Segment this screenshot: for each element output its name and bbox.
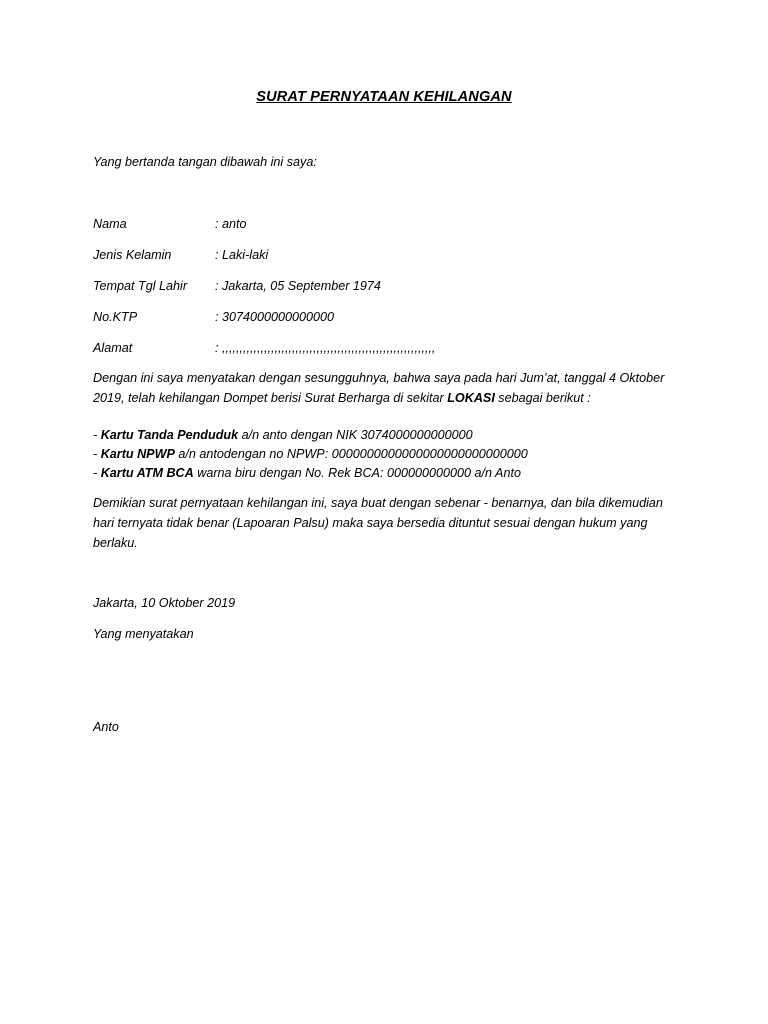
item-detail: warna biru dengan No. Rek BCA: 000000000000 a/n Anto — [193, 466, 521, 480]
statement-location: LOKASI — [447, 390, 495, 405]
identity-value: : Jakarta, 05 September 1974 — [215, 279, 381, 293]
identity-label: No.KTP — [93, 310, 138, 324]
identity-value: : 3074000000000000 — [215, 310, 335, 324]
statement-text-2: sebagai berikut : — [494, 390, 591, 405]
identity-value: : Laki-laki — [215, 248, 269, 262]
item-name: Kartu NPWP — [100, 447, 175, 461]
identity-value: : ,,,,,,,,,,,,,,,,,,,,,,,,,,,,,,,,,,,,,,,,,,,,,,,,,,,,,,,,,,,,, — [215, 341, 436, 355]
intro-text: Yang bertanda tangan dibawah ini saya: — [93, 155, 317, 169]
signatory-name: Anto — [93, 720, 119, 734]
item-name: Kartu Tanda Penduduk — [100, 428, 239, 442]
item-name: Kartu ATM BCA — [100, 466, 194, 480]
lost-item — [93, 464, 521, 483]
closing-paragraph: Demikian surat pernyataan kehilangan ini, saya buat dengan sebenar - benarnya, dan bila dikemudian hari ternyata tidak benar (Lapoaran Palsu) maka saya bersedia dituntut sesuai dengan hukum yang berlaku. — [93, 496, 663, 550]
place-date: Jakarta, 10 Oktober 2019 — [93, 596, 236, 610]
identity-label: Nama — [93, 217, 127, 231]
item-detail: a/n anto dengan NIK 3074000000000000 — [238, 428, 473, 442]
item-prefix: - — [93, 447, 101, 461]
identity-label: Jenis Kelamin — [93, 248, 172, 262]
signatory-label: Yang menyatakan — [93, 627, 194, 641]
identity-label: Tempat Tgl Lahir — [93, 279, 188, 293]
identity-label: Alamat — [93, 341, 133, 355]
item-prefix: - — [93, 428, 101, 442]
lost-item — [93, 445, 528, 464]
statement-paragraph — [93, 369, 673, 408]
statement-text-1: Dengan ini saya menyatakan dengan sesungguhnya, bahwa saya pada hari Jum’at, tanggal 4 Oktober 2019, telah kehilangan Dompet berisi Surat Berharga di sekitar — [93, 371, 665, 405]
document-title: SURAT PERNYATAAN KEHILANGAN — [256, 89, 512, 105]
lost-item — [93, 426, 473, 445]
identity-value: : anto — [215, 217, 247, 231]
item-detail: a/n antodengan no NPWP: 0000000000000000000000000000 — [174, 447, 528, 461]
item-prefix: - — [93, 466, 101, 480]
